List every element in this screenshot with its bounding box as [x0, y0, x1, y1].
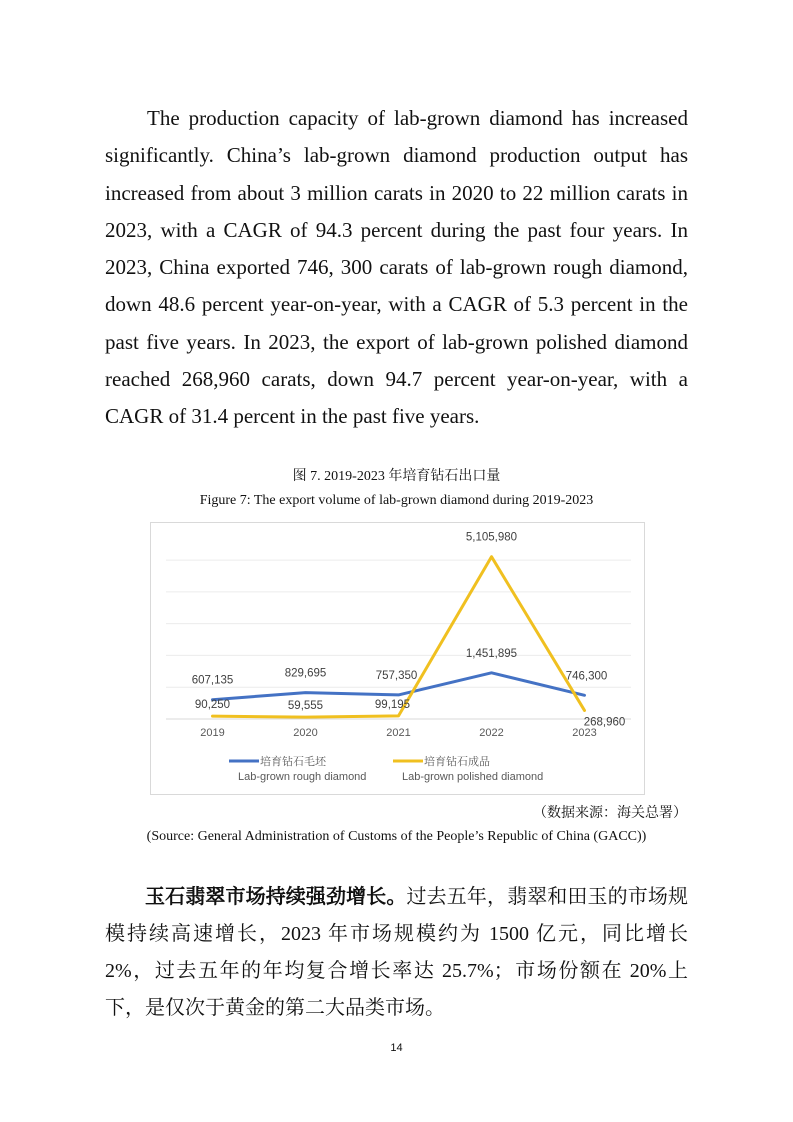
- data-label: 90,250: [194, 699, 231, 712]
- paragraph-lead-bold: 玉石翡翠市场持续强劲增长。: [145, 886, 407, 908]
- data-label: 607,135: [191, 674, 234, 687]
- figure-title-en: Figure 7: The export volume of lab-grown diamond during 2019-2023: [199, 493, 594, 508]
- data-label: 829,695: [284, 667, 327, 680]
- x-tick-label: 2022: [479, 727, 504, 739]
- x-tick-label: 2021: [386, 727, 411, 739]
- series-line-2: [213, 557, 585, 717]
- data-label: 99,195: [374, 698, 411, 711]
- data-label: 746,300: [565, 670, 608, 683]
- legend-label-en: Lab-grown rough diamond: [238, 771, 367, 783]
- data-label: 268,960: [583, 716, 626, 729]
- x-tick-label: 2019: [200, 727, 225, 739]
- body-paragraph-cn: [105, 879, 688, 1027]
- data-label: 5,105,980: [465, 531, 518, 544]
- page-number: 14: [390, 1042, 403, 1054]
- source-note-en: (Source: General Administration of Customs of the People’s Republic of China (GACC)): [146, 829, 647, 844]
- legend-label-cn: 培育钻石毛坯: [260, 755, 326, 768]
- chart-canvas: [151, 523, 646, 796]
- legend-label-cn: 培育钻石成品: [424, 755, 490, 768]
- paragraph-body-text: 过去五年，翡翠和田玉的市场规模持续高速增长，2023 年市场规模约为 1500 亿元，同比增长 2%，过去五年的年均复合增长率达 25.7%；市场份额在 20%上下，是仅次于黄金的第二大品类市场。: [105, 886, 688, 1019]
- body-paragraph-en: The production capacity of lab-grown diamond has increased significantly. China’s lab-grown diamond production output has increased from about 3 million carats in 2020 to 22 million carats in 2023, with a CAGR of 94.3 percent during the past four years. In 2023, China exported 746, 300 carats of lab-grown rough diamond, down 48.6 percent year-on-year, with a CAGR of 5.3 percent in the past five years. In 2023, the export of lab-grown polished diamond reached 268,960 carats, down 94.7 percent year-on-year, with a CAGR of 31.4 percent in the past five years.: [105, 106, 688, 429]
- legend-label-en: Lab-grown polished diamond: [402, 771, 544, 783]
- source-note-cn: （数据来源：海关总署）: [533, 806, 687, 821]
- figure-title-cn: 图 7. 2019-2023 年培育钻石出口量: [292, 469, 501, 484]
- data-label: 1,451,895: [465, 647, 518, 660]
- x-tick-label: 2023: [572, 727, 597, 739]
- data-label: 59,555: [287, 700, 324, 713]
- x-tick-label: 2020: [293, 727, 318, 739]
- data-label: 757,350: [375, 669, 418, 682]
- export-volume-chart: [150, 522, 645, 795]
